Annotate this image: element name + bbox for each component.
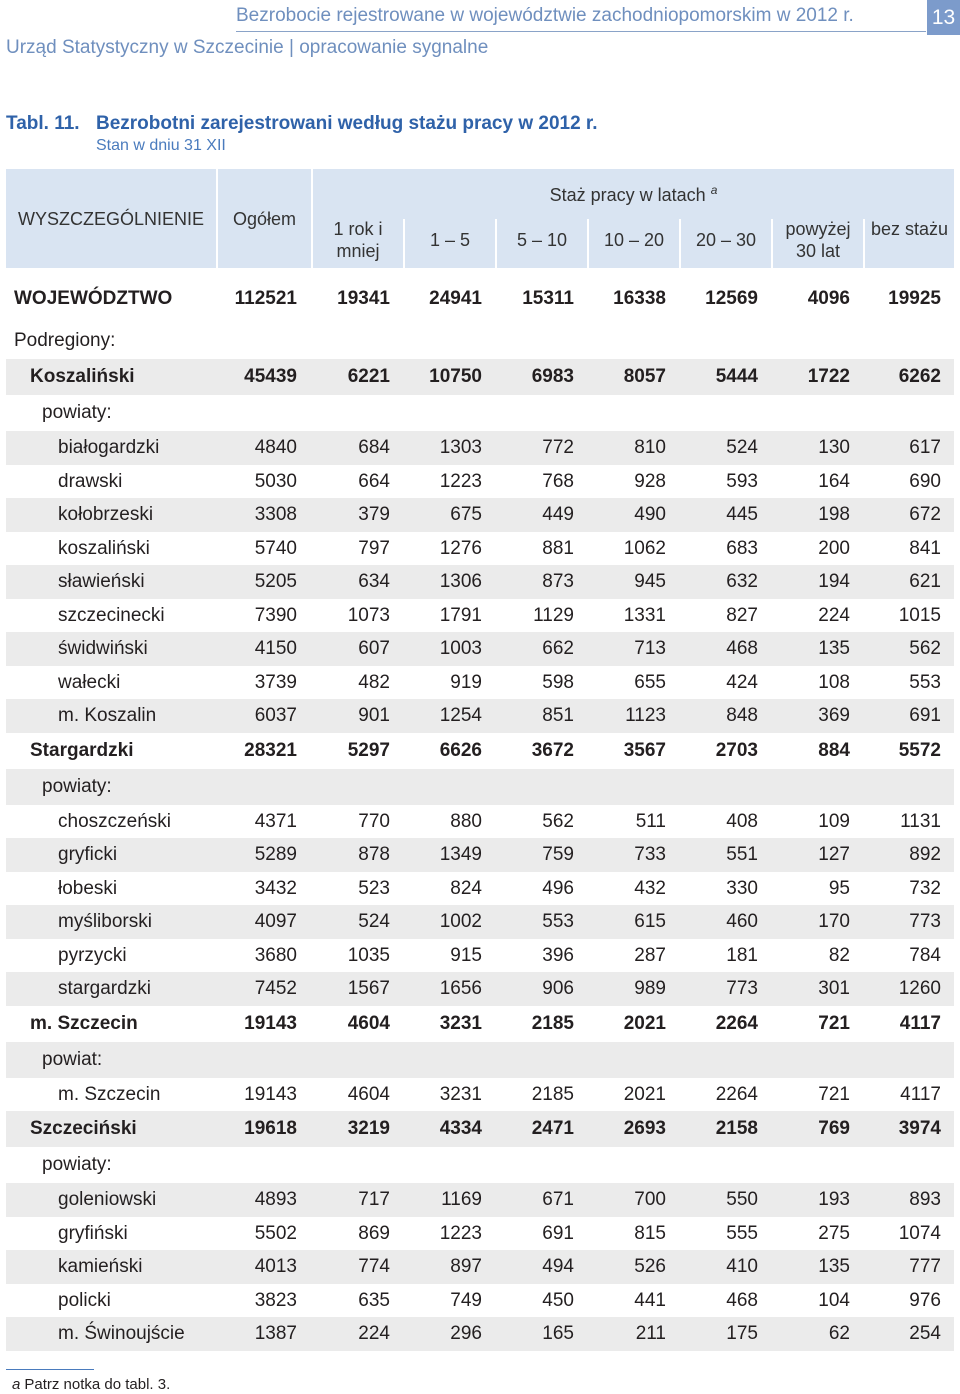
row-value: 526 xyxy=(634,1256,666,1277)
row-value: 873 xyxy=(542,571,574,592)
row-value: 634 xyxy=(358,571,390,592)
footnote-mark: a xyxy=(12,1376,21,1393)
row-value: 301 xyxy=(818,978,850,999)
table-row xyxy=(6,699,954,733)
row-value: 1306 xyxy=(439,571,482,592)
row-value: 82 xyxy=(828,944,850,966)
row-value: 615 xyxy=(634,911,666,932)
row-label: świdwiński xyxy=(58,638,148,659)
table-row xyxy=(6,599,954,633)
row-value: 396 xyxy=(542,944,574,966)
row-value: 773 xyxy=(726,978,758,999)
table-row-label xyxy=(6,1147,954,1183)
row-value: 6626 xyxy=(439,739,482,761)
row-value: 784 xyxy=(909,944,941,966)
row-value: 127 xyxy=(818,844,850,865)
table-row xyxy=(6,666,954,700)
row-value: 562 xyxy=(909,638,941,659)
row-value: 5289 xyxy=(254,844,297,865)
header-rule xyxy=(236,31,926,32)
row-value: 4334 xyxy=(439,1118,482,1139)
row-label: wałecki xyxy=(58,671,121,693)
row-value: 3823 xyxy=(254,1289,297,1311)
row-value: 1223 xyxy=(439,470,482,492)
row-value: 1260 xyxy=(898,978,941,999)
row-value: 851 xyxy=(542,705,574,726)
row-value: 3231 xyxy=(439,1083,482,1105)
row-label: goleniowski xyxy=(58,1189,157,1210)
row-value: 1254 xyxy=(439,705,482,726)
row-value: 494 xyxy=(542,1256,574,1277)
row-value: 3219 xyxy=(347,1118,390,1139)
row-label: powiat: xyxy=(42,1048,103,1070)
row-value: 170 xyxy=(818,911,850,932)
row-value: 224 xyxy=(818,604,850,626)
row-value: 893 xyxy=(909,1189,941,1210)
row-value: 2021 xyxy=(623,1083,666,1105)
row-value: 5297 xyxy=(347,739,390,761)
row-value: 562 xyxy=(542,810,574,832)
row-value: 2158 xyxy=(715,1118,758,1139)
row-label: gryficki xyxy=(58,844,118,865)
row-value: 769 xyxy=(818,1118,850,1139)
row-value: 928 xyxy=(634,470,666,492)
footnote xyxy=(12,1376,170,1393)
table-row-main xyxy=(6,1006,954,1042)
row-value: 7452 xyxy=(254,978,297,999)
row-value: 7390 xyxy=(254,604,297,626)
table-row-main xyxy=(6,733,954,769)
row-value: 112521 xyxy=(234,288,297,309)
row-value: 135 xyxy=(818,1256,850,1277)
row-value: 1349 xyxy=(439,844,482,865)
row-value: 869 xyxy=(358,1222,390,1244)
row-value: 379 xyxy=(358,504,390,525)
row-value: 810 xyxy=(634,437,666,458)
table-row xyxy=(6,872,954,906)
row-value: 4013 xyxy=(254,1256,297,1277)
row-label: koszaliński xyxy=(58,537,150,559)
row-value: 881 xyxy=(542,537,574,559)
table-row-woj xyxy=(6,283,954,315)
row-value: 3567 xyxy=(623,739,666,761)
row-value: 550 xyxy=(726,1189,758,1210)
row-value: 164 xyxy=(818,470,850,492)
row-value: 717 xyxy=(358,1189,390,1210)
table-row-main xyxy=(6,1111,954,1147)
row-value: 1303 xyxy=(439,437,482,458)
row-value: 45439 xyxy=(244,366,297,387)
row-value: 1169 xyxy=(441,1189,482,1210)
row-value: 683 xyxy=(726,537,758,559)
row-value: 4840 xyxy=(254,437,297,458)
row-value: 200 xyxy=(818,537,850,559)
row-value: 553 xyxy=(542,911,574,932)
row-value: 797 xyxy=(358,537,390,559)
row-value: 6983 xyxy=(531,366,574,387)
publisher-line: Urząd Statystyczny w Szczecinie | opracowanie sygnalne xyxy=(6,37,489,58)
row-value: 62 xyxy=(828,1323,850,1344)
row-value: 1129 xyxy=(533,604,574,626)
row-value: 2185 xyxy=(531,1012,574,1034)
row-value: 721 xyxy=(818,1083,850,1105)
row-value: 878 xyxy=(358,844,390,865)
header-col-4: 10 – 20 xyxy=(603,230,665,250)
row-value: 135 xyxy=(818,638,850,659)
row-value: 19143 xyxy=(244,1083,297,1105)
row-value: 848 xyxy=(726,705,758,726)
table-row xyxy=(6,838,954,872)
row-value: 28321 xyxy=(244,739,297,761)
row-value: 553 xyxy=(909,671,941,693)
row-value: 490 xyxy=(634,504,666,525)
row-value: 1123 xyxy=(625,705,666,726)
header-col-3: 5 – 10 xyxy=(516,230,568,250)
row-value: 1073 xyxy=(347,604,390,626)
row-value: 1062 xyxy=(623,537,666,559)
row-value: 662 xyxy=(542,638,574,659)
row-value: 607 xyxy=(358,638,390,659)
row-value: 2264 xyxy=(715,1083,758,1105)
row-value: 19143 xyxy=(244,1012,297,1034)
row-value: 109 xyxy=(818,810,850,832)
row-value: 211 xyxy=(635,1323,666,1344)
table-row xyxy=(6,431,954,465)
row-value: 1722 xyxy=(807,366,850,387)
row-label: policki xyxy=(58,1289,111,1311)
table-row-label xyxy=(6,769,954,805)
row-value: 691 xyxy=(909,705,941,726)
header-group: Staż pracy w latach $^a$ xyxy=(549,183,718,205)
row-value: 759 xyxy=(542,844,574,865)
row-value: 774 xyxy=(358,1256,390,1277)
row-value: 181 xyxy=(726,944,758,966)
header-col-6: powyżej 30 lat xyxy=(785,219,851,261)
row-value: 287 xyxy=(634,944,666,966)
row-value: 915 xyxy=(450,944,482,966)
row-value: 901 xyxy=(358,705,390,726)
row-value: 892 xyxy=(909,844,941,865)
header-spec: WYSZCZEGÓLNIENIE xyxy=(17,209,205,229)
row-value: 19618 xyxy=(244,1118,297,1139)
row-value: 165 xyxy=(542,1323,574,1344)
row-value: 919 xyxy=(450,671,482,693)
table-row xyxy=(6,972,954,1006)
row-value: 1035 xyxy=(347,944,390,966)
row-value: 3680 xyxy=(254,944,297,966)
row-value: 275 xyxy=(818,1222,850,1244)
row-value: 5572 xyxy=(898,739,941,761)
row-value: 1567 xyxy=(347,978,390,999)
table-row-label xyxy=(6,1042,954,1078)
row-value: 511 xyxy=(635,810,666,832)
row-value: 460 xyxy=(726,911,758,932)
row-value: 369 xyxy=(818,705,850,726)
row-value: 130 xyxy=(818,437,850,458)
row-value: 632 xyxy=(726,571,758,592)
row-value: 424 xyxy=(726,671,758,693)
table-caption xyxy=(6,113,598,135)
row-value: 749 xyxy=(450,1289,482,1311)
row-value: 95 xyxy=(828,877,850,899)
row-value: 468 xyxy=(726,638,758,659)
row-value: 3432 xyxy=(254,877,297,899)
row-value: 4150 xyxy=(254,638,297,659)
row-value: 6262 xyxy=(898,366,941,387)
row-value: 1074 xyxy=(898,1222,941,1244)
row-value: 24941 xyxy=(429,288,482,309)
row-value: 468 xyxy=(726,1289,758,1311)
row-value: 3672 xyxy=(531,739,574,761)
table-title: Bezrobotni zarejestrowani według stażu pracy w 2012 r. xyxy=(96,113,598,134)
row-value: 690 xyxy=(909,470,941,492)
table-row xyxy=(6,565,954,599)
row-value: 684 xyxy=(358,437,390,458)
row-value: 449 xyxy=(542,504,574,525)
row-value: 524 xyxy=(726,437,758,458)
row-value: 19341 xyxy=(337,288,390,309)
row-value: 655 xyxy=(634,671,666,693)
row-value: 2703 xyxy=(715,739,758,761)
row-value: 408 xyxy=(726,810,758,832)
table-row xyxy=(6,1317,954,1351)
row-value: 1791 xyxy=(439,604,482,626)
table-row-label xyxy=(6,395,954,431)
row-value: 19925 xyxy=(888,288,941,309)
row-label: powiaty: xyxy=(42,402,112,423)
row-value: 989 xyxy=(634,978,666,999)
row-value: 2693 xyxy=(623,1118,666,1139)
table-row xyxy=(6,1250,954,1284)
table-row xyxy=(6,939,954,973)
header-total: Ogółem xyxy=(232,209,297,229)
row-value: 482 xyxy=(358,671,390,693)
page-number: 13 xyxy=(927,0,960,35)
row-value: 897 xyxy=(450,1256,482,1277)
row-value: 691 xyxy=(542,1222,574,1244)
row-value: 824 xyxy=(450,877,482,899)
row-value: 15311 xyxy=(522,288,574,309)
row-label: Stargardzki xyxy=(30,739,134,761)
row-value: 598 xyxy=(542,671,574,693)
row-value: 3231 xyxy=(439,1012,482,1034)
row-value: 296 xyxy=(450,1323,482,1344)
row-label: pyrzycki xyxy=(58,944,127,966)
row-value: 906 xyxy=(542,978,574,999)
row-value: 410 xyxy=(726,1256,758,1277)
table-row xyxy=(6,632,954,666)
row-value: 1131 xyxy=(900,810,941,832)
publication-title: Bezrobocie rejestrowane w województwie zachodniopomorskim w 2012 r. xyxy=(236,5,854,26)
table-row xyxy=(6,1284,954,1318)
row-value: 732 xyxy=(909,877,941,899)
row-value: 768 xyxy=(542,470,574,492)
row-value: 945 xyxy=(634,571,666,592)
table-row-main xyxy=(6,359,954,395)
row-value: 254 xyxy=(909,1323,941,1344)
row-label: m. Świnoujście xyxy=(58,1323,185,1344)
row-value: 4117 xyxy=(899,1012,941,1034)
row-label: WOJEWÓDZTWO xyxy=(14,288,173,309)
row-value: 8057 xyxy=(623,366,666,387)
row-value: 4096 xyxy=(807,288,850,309)
row-value: 827 xyxy=(726,604,758,626)
row-value: 4604 xyxy=(347,1012,390,1034)
row-value: 5030 xyxy=(254,470,297,492)
header-col-5: 20 – 30 xyxy=(695,230,757,250)
row-value: 635 xyxy=(358,1289,390,1311)
table-row xyxy=(6,1217,954,1251)
row-value: 1002 xyxy=(439,911,482,932)
row-label: łobeski xyxy=(58,877,118,899)
row-value: 5205 xyxy=(254,571,297,592)
footnote-text: Patrz notka do tabl. 3. xyxy=(24,1376,171,1393)
row-value: 2471 xyxy=(531,1118,574,1139)
row-label: choszczeński xyxy=(58,810,171,832)
row-value: 1223 xyxy=(439,1222,482,1244)
row-label: powiaty: xyxy=(42,1154,112,1175)
row-value: 700 xyxy=(634,1189,666,1210)
row-value: 1331 xyxy=(623,604,666,626)
row-value: 772 xyxy=(542,437,574,458)
row-value: 976 xyxy=(909,1289,941,1311)
table-header xyxy=(6,169,954,268)
row-label: stargardzki xyxy=(58,978,151,999)
row-label: kamieński xyxy=(58,1256,143,1277)
row-value: 671 xyxy=(542,1189,574,1210)
row-value: 770 xyxy=(358,810,390,832)
row-value: 496 xyxy=(542,877,574,899)
row-value: 104 xyxy=(818,1289,850,1311)
row-value: 175 xyxy=(726,1323,758,1344)
row-value: 6037 xyxy=(254,705,297,726)
row-label: gryfiński xyxy=(58,1222,128,1244)
table-row xyxy=(6,532,954,566)
row-value: 3974 xyxy=(898,1118,941,1139)
row-value: 10750 xyxy=(429,366,482,387)
row-label: Podregiony: xyxy=(14,330,116,351)
table-body xyxy=(6,283,954,1351)
row-value: 6221 xyxy=(347,366,390,387)
header-col-7: bez stażu xyxy=(870,219,949,239)
header-col-1: 1 rok i mniej xyxy=(333,219,383,261)
row-value: 445 xyxy=(726,504,758,525)
row-value: 1276 xyxy=(439,537,482,559)
row-label: szczecinecki xyxy=(58,604,165,626)
row-value: 2185 xyxy=(531,1083,574,1105)
row-value: 672 xyxy=(909,504,941,525)
row-value: 2021 xyxy=(623,1012,666,1034)
row-value: 3739 xyxy=(254,671,297,693)
row-value: 1003 xyxy=(439,638,482,659)
row-value: 16338 xyxy=(613,288,666,309)
row-value: 1656 xyxy=(439,978,482,999)
table-row xyxy=(6,1078,954,1112)
row-value: 664 xyxy=(358,470,390,492)
row-value: 617 xyxy=(909,437,941,458)
table-label: Tabl. 11. xyxy=(6,113,80,134)
row-label: m. Szczecin xyxy=(58,1083,161,1105)
row-value: 4604 xyxy=(347,1083,390,1105)
row-value: 5502 xyxy=(254,1222,297,1244)
row-value: 12569 xyxy=(705,288,758,309)
row-label: Koszaliński xyxy=(30,366,135,387)
row-value: 4371 xyxy=(254,810,297,832)
row-value: 193 xyxy=(818,1189,850,1210)
row-label: drawski xyxy=(58,470,123,492)
table-row xyxy=(6,905,954,939)
table-state-date: Stan w dniu 31 XII xyxy=(96,137,226,154)
row-label: kołobrzeski xyxy=(58,504,154,525)
table-row xyxy=(6,465,954,499)
row-value: 330 xyxy=(726,877,758,899)
row-value: 880 xyxy=(450,810,482,832)
row-value: 4117 xyxy=(900,1083,941,1105)
row-value: 432 xyxy=(634,877,666,899)
row-label: m. Szczecin xyxy=(30,1012,138,1034)
table-row-section xyxy=(6,323,954,359)
row-value: 621 xyxy=(909,571,941,592)
row-label: sławieński xyxy=(58,571,145,592)
row-value: 3308 xyxy=(254,504,297,525)
footnote-mark: a xyxy=(710,183,718,197)
row-value: 198 xyxy=(818,504,850,525)
row-value: 2264 xyxy=(715,1012,758,1034)
row-value: 524 xyxy=(358,911,390,932)
footnote-rule xyxy=(6,1369,94,1370)
row-value: 4097 xyxy=(254,911,297,932)
row-value: 551 xyxy=(726,844,758,865)
row-value: 815 xyxy=(634,1222,666,1244)
row-label: białogardzki xyxy=(58,437,160,458)
row-value: 721 xyxy=(818,1012,850,1034)
row-value: 675 xyxy=(450,504,482,525)
row-value: 1015 xyxy=(898,604,941,626)
row-value: 5444 xyxy=(715,366,758,387)
row-value: 733 xyxy=(634,844,666,865)
row-value: 5740 xyxy=(254,537,297,559)
table-row xyxy=(6,1183,954,1217)
row-value: 523 xyxy=(358,877,390,899)
table-row xyxy=(6,805,954,839)
row-value: 773 xyxy=(909,911,941,932)
header-col-2: 1 – 5 xyxy=(429,230,471,250)
row-value: 108 xyxy=(818,671,850,693)
row-label: myśliborski xyxy=(58,911,152,932)
row-value: 841 xyxy=(909,537,941,559)
row-value: 441 xyxy=(634,1289,666,1311)
row-label: Szczeciński xyxy=(30,1118,137,1139)
row-value: 555 xyxy=(726,1222,758,1244)
row-value: 713 xyxy=(634,638,666,659)
row-label: m. Koszalin xyxy=(58,705,157,726)
row-value: 777 xyxy=(909,1256,941,1277)
row-value: 194 xyxy=(818,571,850,592)
row-value: 224 xyxy=(358,1323,390,1344)
row-value: 450 xyxy=(542,1289,574,1311)
row-value: 4893 xyxy=(254,1189,297,1210)
row-value: 884 xyxy=(818,739,850,761)
row-value: 1387 xyxy=(254,1323,297,1344)
table-row xyxy=(6,498,954,532)
row-label: powiaty: xyxy=(42,775,112,797)
row-value: 593 xyxy=(726,470,758,492)
